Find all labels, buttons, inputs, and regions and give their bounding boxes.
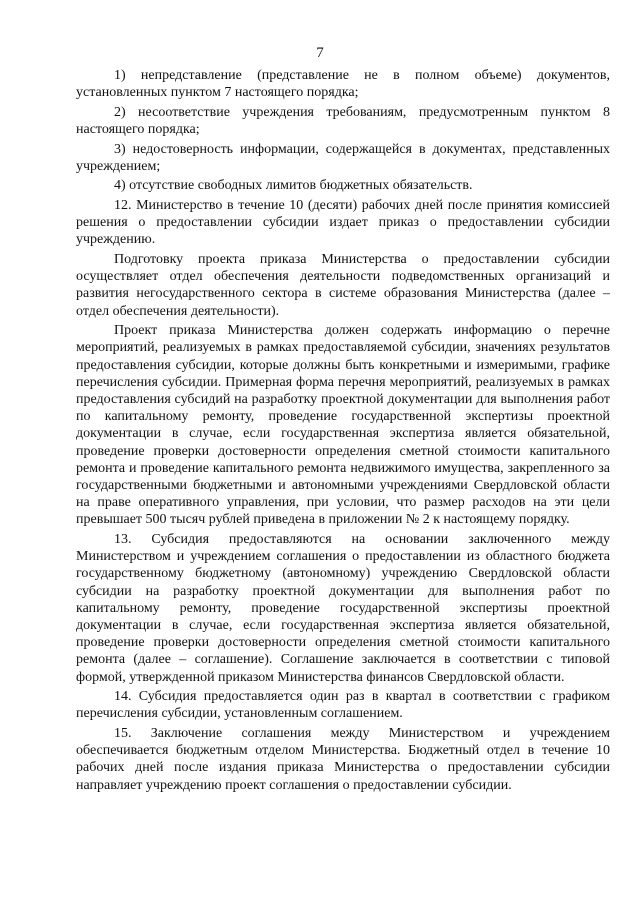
paragraph-item-1: 1) непредставление (представление не в полном объеме) документов, установленных пунктом 7 настоящего порядка;	[76, 68, 610, 101]
paragraph-item-4: 4) отсутствие свободных лимитов бюджетных обязательств.	[114, 178, 473, 194]
paragraph-clause-15: 15. Заключение соглашения между Министерством и учреждением обеспечивается бюджетным отделом Министерства. Бюджетный отдел в течение 10 рабочих дней после издания приказа Министерства о предоставлении субсидии направляет учреждению проект соглашения о предоставлении субсидии.	[76, 726, 610, 793]
paragraph-item-2: 2) несоответствие учреждения требованиям, предусмотренным пунктом 8 настоящего порядка;	[76, 104, 610, 137]
paragraph-clause-14: 14. Субсидия предоставляется один раз в квартал в соответствии с графиком перечисления субсидии, установленным соглашением.	[76, 689, 610, 722]
paragraph-clause-13: 13. Субсидия предоставляются на основании заключенного между Министерством и учреждением соглашения о предоставлении из областного бюджета государственному бюджетному (автономному) учреждению Свердловской области субсидии на разработку проектной документации для выполнения работ по капитальному ремонту, проведение государственной экспертизы проектной документации в случае, если государственная экспертиза является обязательной, проведение проверки достоверности определения сметной стоимости капитального ремонта (далее – соглашение). Соглашение заключается в соответствии с типовой формой, утвержденной приказом Министерства финансов Свердловской области.	[76, 532, 610, 685]
paragraph-item-3: 3) недостоверность информации, содержащейся в документах, представленных учреждением;	[76, 141, 610, 174]
document-body	[76, 67, 610, 796]
paragraph-order-preparation: Подготовку проекта приказа Министерства о предоставлении субсидии осуществляет отдел обеспечения деятельности подведомственных организаций и развития негосударственного сектора в системе образования Министерства (далее – отдел обеспечения деятельности).	[76, 251, 610, 319]
paragraph-clause-12: 12. Министерство в течение 10 (десяти) рабочих дней после принятия комиссией решения о предоставлении субсидии издает приказ о предоставлении субсидии учреждению.	[76, 197, 610, 248]
page-number: 7	[316, 45, 324, 61]
paragraph-order-contents: Проект приказа Министерства должен содержать информацию о перечне мероприятий, реализуемых в рамках предоставляемой субсидии, значениях результатов предоставления субсидии, которые должны быть конкретными и измеримыми, графике перечисления субсидии. Примерная форма перечня мероприятий, реализуемых в рамках предоставления субсидий на разработку проектной документации для выполнения работ по капитальному ремонту, проведение государственной экспертизы проектной документации в случае, если государственная экспертиза является обязательной, проведение проверки достоверности определения сметной стоимости капитального ремонта и проведение капитального ремонта недвижимого имущества, закрепленного за государственными бюджетными и автономными учреждениями Свердловской области на праве оперативного управления, при условии, что размер расходов на эти цели превышает 500 тысяч рублей приведена в приложении № 2 к настоящему порядку.	[76, 323, 610, 528]
